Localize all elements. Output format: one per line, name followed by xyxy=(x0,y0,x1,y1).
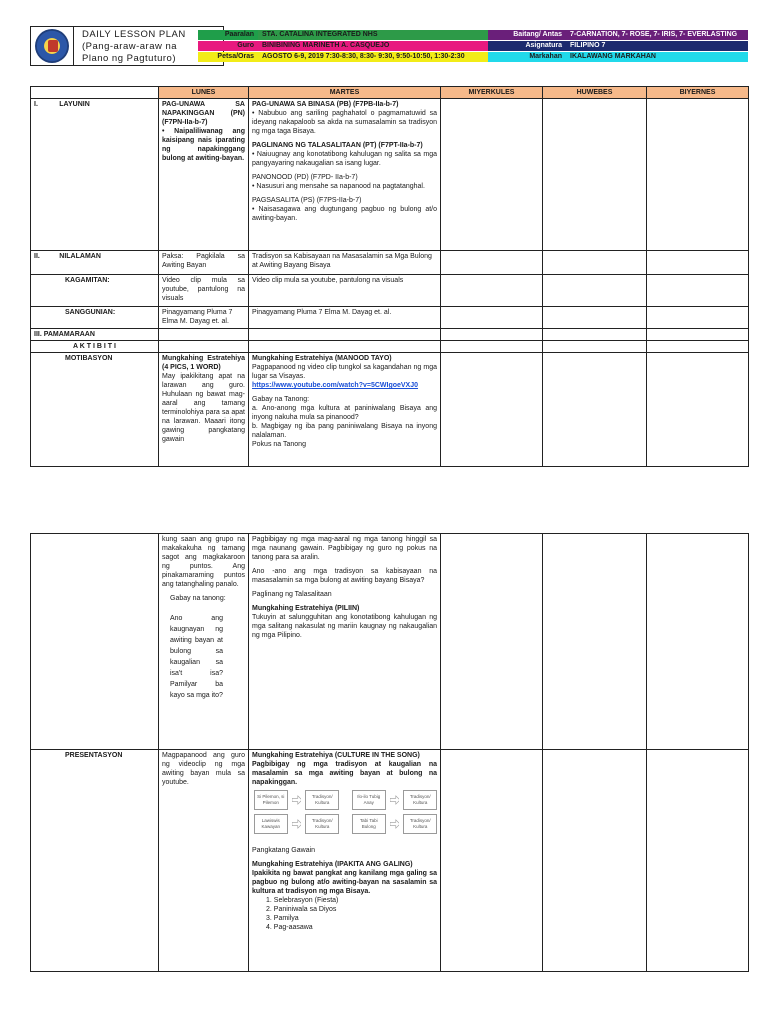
school-value: STA. CATALINA INTEGRATED NHS xyxy=(258,30,488,40)
days-header-row xyxy=(31,87,749,99)
kagamitan-martes: Video clip mula sa youtube, pantulong na visuals xyxy=(249,275,441,307)
quarter-value: IKALAWANG MARKAHAN xyxy=(566,52,748,62)
grade-value: 7-CARNATION, 7- ROSE, 7- IRIS, 7- EVERLASTING xyxy=(566,30,748,40)
deped-seal-icon xyxy=(35,29,69,63)
layunin-lunes xyxy=(159,99,249,251)
kagamitan-huwebes xyxy=(543,275,647,307)
guide-question: b. Magbigay ng iba pang paniniwalang Bisaya na inyong nalalaman. xyxy=(252,423,437,439)
teacher-row xyxy=(198,41,488,51)
subject-value: FILIPINO 7 xyxy=(566,41,748,51)
layunin-biyernes xyxy=(647,99,749,251)
kagamitan-label: KAGAMITAN: xyxy=(31,275,159,307)
song-box: Tabi Tabi Bulong xyxy=(352,814,386,834)
arrow-right-icon xyxy=(292,795,302,805)
layunin-martes xyxy=(249,99,441,251)
date-label: Petsa/Oras xyxy=(198,52,258,62)
header-info-left xyxy=(198,26,488,66)
motibasyon-lunes xyxy=(159,353,249,467)
presentasyon-row xyxy=(31,750,749,972)
teacher-label: Guro xyxy=(198,41,258,51)
objective-heading: PAG-UNAWA SA NAPAKINGGAN (PN) (F7PN-IIa-b-7) xyxy=(162,101,245,126)
empty-cell xyxy=(647,341,749,353)
focus-question-label: Pokus na Tanong xyxy=(252,441,306,448)
culture-box: Tradisyon/ Kultura xyxy=(305,790,339,810)
song-box: Ilo-ilo Tubig Anay xyxy=(352,790,386,810)
aktibiti-label: A K T I B I T I xyxy=(31,341,159,353)
strategy-title: Mungkahing Estratehiya (PILIIN) xyxy=(252,605,360,612)
grade-label: Baitang/ Antas xyxy=(488,30,566,40)
empty-cell xyxy=(441,329,543,341)
nilalaman-huwebes xyxy=(543,251,647,275)
strategy-text: kung saan ang grupo na makakakuha ng tamang sagot ang magkakaroon ng puntos. Ang pinakamaraming puntos ang tatanghaling panalo. xyxy=(162,536,245,588)
grade-row xyxy=(488,30,748,40)
presentasyon-lunes: Magpapanood ang guro ng videoclip ng mga awiting bayan mula sa youtube. xyxy=(159,750,249,972)
nilalaman-miyerkules xyxy=(441,251,543,275)
objective-heading: PAG-UNAWA SA BINASA (PB) (F7PB-IIa-b-7) xyxy=(252,101,399,108)
lesson-table-page1 xyxy=(30,86,749,467)
objective-text: • Nasusuri ang mensahe sa napanood na pagtatanghal. xyxy=(252,183,425,190)
empty-cell xyxy=(249,341,441,353)
logo-box xyxy=(30,26,74,66)
day-miyerkules: MIYERKULES xyxy=(441,87,543,99)
focus-question: Ano -ano ang mga tradisyon sa kabisayaan na masasalamin sa mga bulong at awiting bayang Bisaya? xyxy=(252,568,437,584)
motibasyon-miyerkules xyxy=(441,353,543,467)
group-activity-title: Pangkatang Gawain xyxy=(252,847,316,854)
presentasyon-label: PRESENTASYON xyxy=(31,750,159,972)
motibasyon-martes-cont xyxy=(249,534,441,750)
objective-text: • Naisasagawa ang dugtungang pagbuo ng bulong at/o awiting-bayan. xyxy=(252,206,437,222)
kagamitan-miyerkules xyxy=(441,275,543,307)
presentasyon-martes xyxy=(249,750,441,972)
objective-text: • Naipaliliwanag ang kaisipang nais iparating ng napakinggang bulong at awiting-bayan. xyxy=(162,128,245,162)
culture-box: Tradisyon/ Kultura xyxy=(403,814,437,834)
objective-text: • Naiuugnay ang konotatibong kahulugan ng salita sa mga pangyayaring nakaugalian sa isang lugar. xyxy=(252,151,437,167)
blank-header xyxy=(31,87,159,99)
page-2 xyxy=(0,475,768,1024)
objective-text: • Nabubuo ang sariling paghahatol o pagmamatuwid sa ideyang nakapaloob sa akda na sumasalamin sa tradisyon ng mga taga Bisaya. xyxy=(252,110,437,135)
empty-cell xyxy=(249,329,441,341)
strategy-title: Mungkahing Estratehiya (IPAKITA ANG GALING) xyxy=(252,861,413,868)
motibasyon-huwebes xyxy=(543,353,647,467)
song-box: Lawiswis Kawayan xyxy=(254,814,288,834)
kagamitan-row xyxy=(31,275,749,307)
sanggunian-row xyxy=(31,307,749,329)
song-box: Si Pilemon, si Pilemon xyxy=(254,790,288,810)
nilalaman-martes: Tradisyon sa Kabisayaan na Masasalamin sa Mga Bulong at Awiting Bayang Bisaya xyxy=(249,251,441,275)
nilalaman-biyernes xyxy=(647,251,749,275)
vocabulary-title: Paglinang ng Talasalitaan xyxy=(252,591,332,598)
sanggunian-miyerkules xyxy=(441,307,543,329)
subject-label: Asignatura xyxy=(488,41,566,51)
layunin-row xyxy=(31,99,749,251)
date-row xyxy=(198,52,488,62)
sanggunian-lunes: Pinagyamang Pluma 7 Elma M. Dayag et. al. xyxy=(159,307,249,329)
guide-question-label: Gabay na tanong: xyxy=(170,595,226,602)
header-info-right xyxy=(488,26,748,66)
guide-question: Ano ang kaugnayan ng awiting bayan at bulong sa kaugalian sa isa't isa? Pamilyar ba kayo sa mga ito? xyxy=(170,615,223,699)
motibasyon-martes xyxy=(249,353,441,467)
empty-cell xyxy=(441,341,543,353)
school-label: Paaralan xyxy=(198,30,258,40)
empty-cell xyxy=(159,329,249,341)
motibasyon-row xyxy=(31,353,749,467)
empty-cell xyxy=(543,534,647,750)
day-huwebes: HUWEBES xyxy=(543,87,647,99)
empty-cell xyxy=(647,534,749,750)
list-item: 4. Pag-aasawa xyxy=(266,924,313,931)
arrow-right-icon xyxy=(390,819,400,829)
empty-cell xyxy=(543,750,647,972)
empty-cell xyxy=(543,341,647,353)
layunin-miyerkules xyxy=(441,99,543,251)
sanggunian-huwebes xyxy=(543,307,647,329)
culture-flow-row xyxy=(254,790,437,810)
day-lunes: LUNES xyxy=(159,87,249,99)
strategy-title: Mungkahing Estratehiya (MANOOD TAYO) xyxy=(252,355,392,362)
strategy-title: Mungkahing Estratehiya (CULTURE IN THE SONG) xyxy=(252,752,420,759)
strategy-text: Tukuyin at salungguhitan ang konotatibong kahulugan ng mga salitang nakasulat ng mariin kaugnay ng nakaugalian ng mga Pilipino. xyxy=(252,614,437,639)
teacher-value: BINIBINING MARINETH A. CASQUEJO xyxy=(258,41,488,51)
culture-box: Tradisyon/ Kultura xyxy=(305,814,339,834)
nilalaman-lunes: Paksa: Pagkilala sa Awiting Bayan xyxy=(159,251,249,275)
youtube-link[interactable]: https://www.youtube.com/watch?v=5CWIgoeVXJ0 xyxy=(252,382,419,389)
date-value: AGOSTO 6-9, 2019 7:30-8:30, 8:30- 9:30, 9:50-10:50, 1:30-2:30 xyxy=(258,52,488,62)
arrow-right-icon xyxy=(390,795,400,805)
list-item: 3. Pamilya xyxy=(266,915,299,922)
subject-row xyxy=(488,41,748,51)
empty-cell xyxy=(441,534,543,750)
list-item: 2. Paniniwala sa Diyos xyxy=(266,906,337,913)
culture-box: Tradisyon/ Kultura xyxy=(403,790,437,810)
empty-cell xyxy=(647,750,749,972)
quarter-label: Markahan xyxy=(488,52,566,62)
strategy-text: May ipakikitang apat na larawan ang guro. Huhulaan ng bawat mag-aaral ang tamang terminolohiya para sa apat na larawan. Maaari itong gawing pangkatang gawain xyxy=(162,373,245,443)
sanggunian-biyernes xyxy=(647,307,749,329)
nilalaman-label: II. NILALAMAN xyxy=(31,251,159,275)
sanggunian-martes: Pinagyamang Pluma 7 Elma M. Dayag et. al. xyxy=(249,307,441,329)
empty-label-cell xyxy=(31,534,159,750)
objective-heading: PANONOOD (PD) (F7PD- IIa-b-7) xyxy=(252,174,358,181)
guide-question-label: Gabay na Tanong: xyxy=(252,396,310,403)
kagamitan-lunes: Video clip mula sa youtube, pantulong na visuals xyxy=(159,275,249,307)
list-item: 1. Selebrasyon (Fiesta) xyxy=(266,897,339,904)
motibasyon-biyernes xyxy=(647,353,749,467)
empty-cell xyxy=(159,341,249,353)
empty-cell xyxy=(441,750,543,972)
motibasyon-label: MOTIBASYON xyxy=(31,353,159,467)
sanggunian-label: SANGGUNIAN: xyxy=(31,307,159,329)
day-martes: MARTES xyxy=(249,87,441,99)
quarter-row xyxy=(488,52,748,62)
pamamaraan-row xyxy=(31,329,749,341)
page-1 xyxy=(0,0,768,475)
empty-cell xyxy=(543,329,647,341)
culture-flow-row xyxy=(254,814,437,834)
objective-heading: PAGLINANG NG TALASALITAAN (PT) (F7PT-IIa-b-7) xyxy=(252,142,423,149)
title-line: Plano ng Pagtuturo) xyxy=(82,53,177,64)
school-row xyxy=(198,30,488,40)
nilalaman-row xyxy=(31,251,749,275)
motibasyon-lunes-cont xyxy=(159,534,249,750)
layunin-label: I. LAYUNIN xyxy=(31,99,159,251)
guide-question: a. Ano-anong mga kultura at paniniwalang Bisaya ang inyong nakuha mula sa pinanood? xyxy=(252,405,437,421)
motibasyon-cont-row xyxy=(31,534,749,750)
lesson-header xyxy=(30,26,748,66)
kagamitan-biyernes xyxy=(647,275,749,307)
title-line: DAILY LESSON PLAN xyxy=(82,29,186,40)
strategy-text: Pagbibigay ng mga mag-aaral ng mga tanong hinggil sa mga naunang gawain. Pagbibigay ng guro ng pokus na tanong para sa aralin. xyxy=(252,536,437,561)
strategy-text: Ipakikita ng bawat pangkat ang kanilang mga galing sa pagbuo ng bulong at/o awiting-bayan na sasalamin sa kultura at tradisyon ng mga Bisaya. xyxy=(252,870,437,895)
strategy-title: Mungkahing Estratehiya (4 PICS, 1 WORD) xyxy=(162,355,245,371)
aktibiti-row xyxy=(31,341,749,353)
lesson-table-page2 xyxy=(30,533,749,972)
day-biyernes: BIYERNES xyxy=(647,87,749,99)
pamamaraan-label: III. PAMAMARAAN xyxy=(31,329,159,341)
empty-cell xyxy=(647,329,749,341)
arrow-right-icon xyxy=(292,819,302,829)
strategy-text: Pagpapanood ng video clip tungkol sa kagandahan ng mga lugar sa Visayas. xyxy=(252,364,437,380)
title-line: (Pang-araw-araw na xyxy=(82,41,178,52)
strategy-text: Pagbibigay ng mga tradisyon at kaugalian na masalamin sa mga awiting bayan at bulong na napakinggan. xyxy=(252,761,437,786)
layunin-huwebes xyxy=(543,99,647,251)
objective-heading: PAGSASALITA (PS) (F7PS-IIa-b-7) xyxy=(252,197,362,204)
